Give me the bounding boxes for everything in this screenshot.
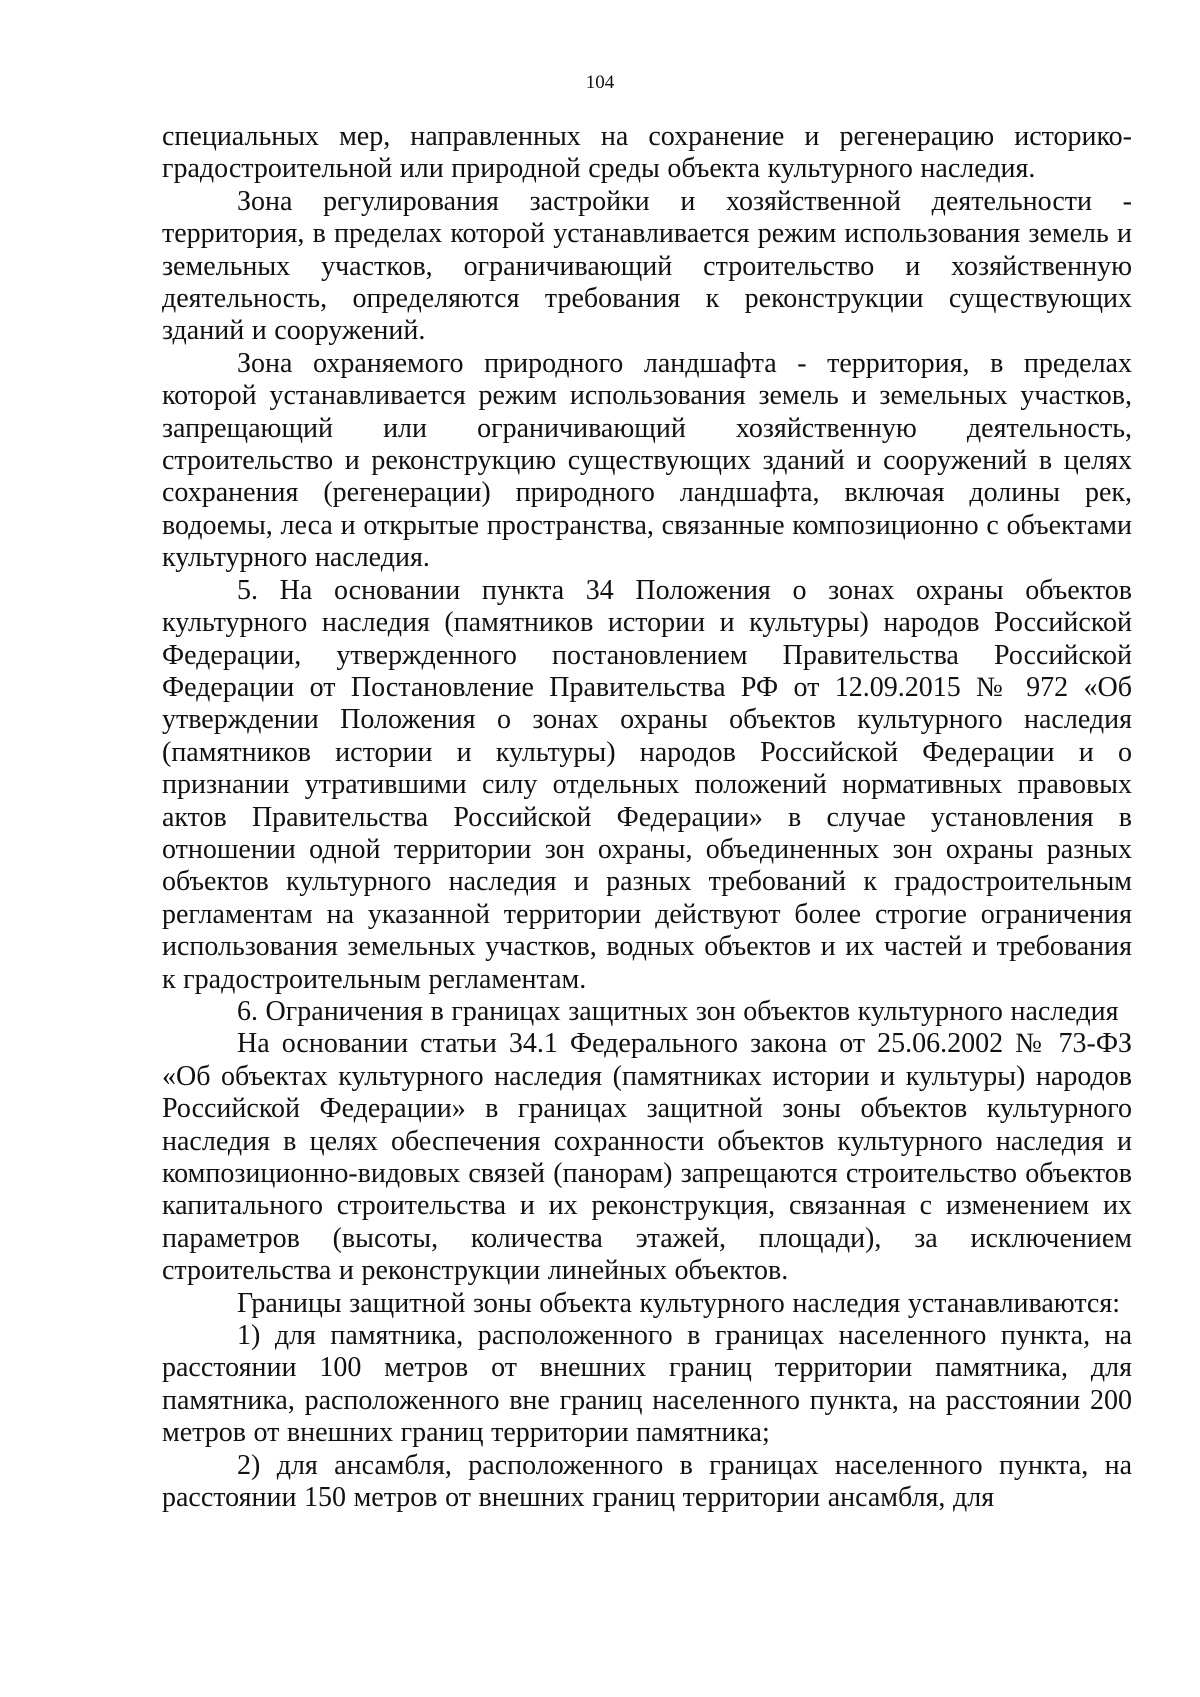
paragraph-protective-zone-borders: Границы защитной зоны объекта культурного наследия устанавливаются: (237, 1287, 1121, 1319)
page-number: 104 (585, 72, 615, 93)
paragraph-item-5: 5. На основании пункта 34 Положения о зонах охраны объектов культурного наследия (памятников истории и культуры) народов Российской Федерации, утвержденного постановлением Правительства Российской Федерации от Постановление Правительства РФ от 12.09.2015 № 972 «Об утверждении Положения о зонах охраны объектов культурного наследия (памятников истории и культуры) народов Российской Федерации и о признании утратившими силу отдельных положений нормативных правовых актов Правительства Российской Федерации» в случае установления в отношении одной территории зон охраны, объединенных зон охраны разных объектов культурного наследия и разных требований к градостроительным регламентам на указанной территории действуют более строгие ограничения использования земельных участков, водных объектов и их частей и требования к градостроительным регламентам. (162, 574, 1132, 995)
paragraph-list-item-2: 2) для ансамбля, расположенного в границах населенного пункта, на расстоянии 150 метров от внешних границ территории ансамбля, для (162, 1449, 1132, 1514)
paragraph-list-item-1: 1) для памятника, расположенного в границах населенного пункта, на расстоянии 100 метров от внешних границ территории памятника, для памятника, расположенного вне границ населенного пункта, на расстоянии 200 метров от внешних границ территории памятника; (162, 1320, 1132, 1449)
paragraph-continuation: специальных мер, направленных на сохранение и регенерацию историко-градостроительной или природной среды объекта культурного наследия. (162, 121, 1132, 185)
paragraph-article-34-1: На основании статьи 34.1 Федерального закона от 25.06.2002 № 73-ФЗ «Об объектах культурного наследия (памятниках истории и культуры) народов Российской Федерации» в границах защитной зоны объектов культурного наследия в целях обеспечения сохранности объектов культурного наследия и композиционно-видовых связей (панорам) запрещаются строительство объектов капитального строительства и их реконструкция, связанная с изменением их параметров (высоты, количества этажей, площади), за исключением строительства и реконструкции линейных объектов. (162, 1028, 1132, 1287)
paragraph-item-6-heading: 6. Ограничения в границах защитных зон объектов культурного наследия (237, 995, 1119, 1027)
paragraph-regulation-zone: Зона регулирования застройки и хозяйственной деятельности - территория, в пределах которой устанавливается режим использования земель и земельных участков, ограничивающий строительство и хозяйственную деятельность, определяются требования к реконструкции существующих зданий и сооружений. (162, 185, 1132, 347)
paragraph-landscape-zone: Зона охраняемого природного ландшафта - территория, в пределах которой устанавливается режим использования земель и земельных участков, запрещающий или ограничивающий хозяйственную деятельность, строительство и реконструкцию существующих зданий и сооружений в целях сохранения (регенерации) природного ландшафта, включая долины рек, водоемы, леса и открытые пространства, связанные композиционно с объектами культурного наследия. (162, 347, 1132, 574)
document-body (162, 121, 1132, 1514)
